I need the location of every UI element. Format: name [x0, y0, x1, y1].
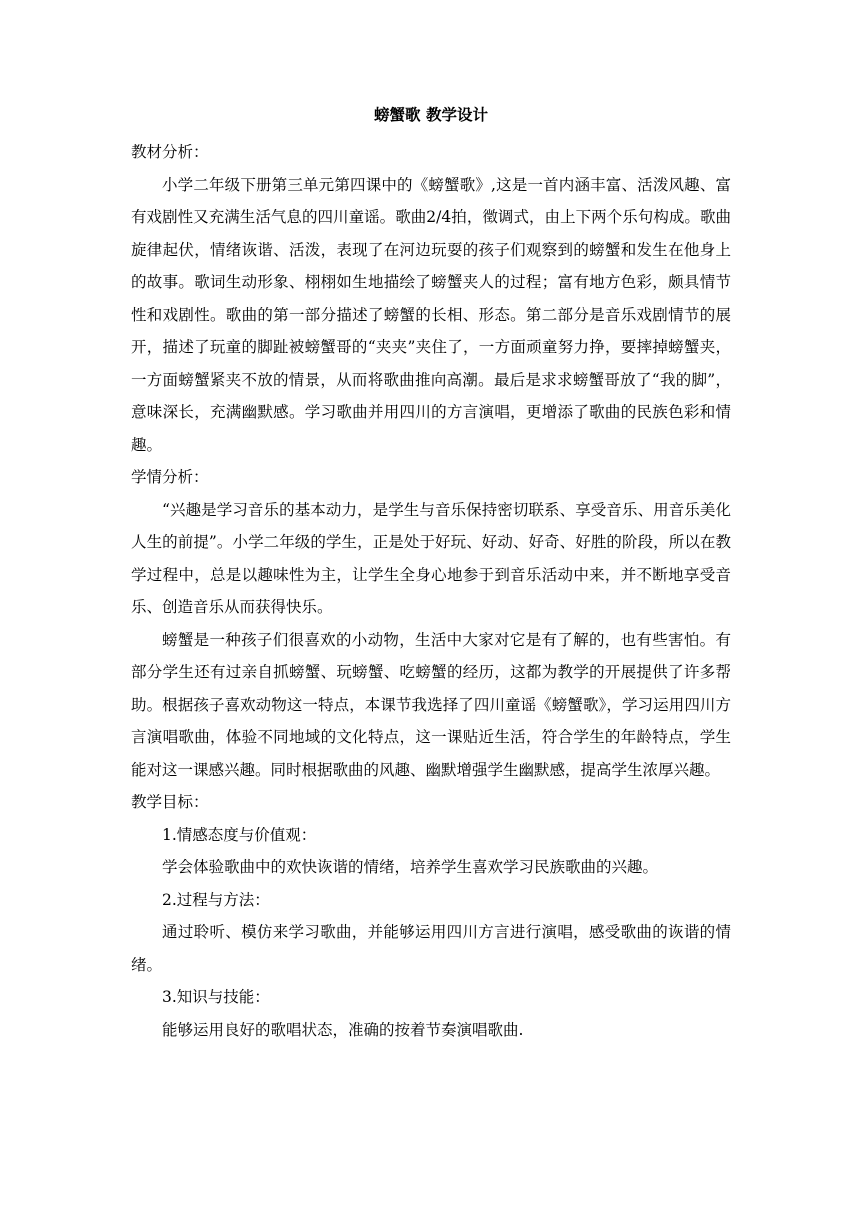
- goal-3-label: 3.知识与技能：: [162, 988, 270, 1006]
- goal-3-text: 能够运用良好的歌唱状态，准确的按着节奏演唱歌曲.: [162, 1020, 524, 1039]
- section-heading-goals: 教学目标：: [131, 793, 209, 811]
- paragraph-material: 小学二年级下册第三单元第四课中的《螃蟹歌》,这是一首内涵丰富、活泼风趣、富有戏剧性又充满生活气息的四川童谣。歌曲2/4拍，徵调式，由上下两个乐句构成。歌曲旋律起伏，情绪诙谐、活泼，表现了在河边玩耍的孩子们观察到的螃蟹和发生在他身上的故事。歌词生动形象、栩栩如生地描绘了螃蟹夹人的过程；富有地方色彩，颇具情节性和戏剧性。歌曲的第一部分描述了螃蟹的长相、形态。第二部分是音乐戏剧情节的展开，描述了玩童的脚趾被螃蟹哥的“夹夹”夹住了，一方面顽童努力挣，要摔掉螃蟹夹，一方面螃蟹紧夹不放的情景，从而将歌曲推向高潮。最后是求求螃蟹哥放了“我的脚”，意味深长，充满幽默感。学习歌曲并用四川的方言演唱，更增添了歌曲的民族色彩和情趣。: [131, 175, 731, 454]
- document-title: 螃蟹歌 教学设计: [374, 106, 488, 124]
- goal-2-text: 通过聆听、模仿来学习歌曲，并能够运用四川方言进行演唱，感受歌曲的诙谐的情绪。: [131, 923, 731, 974]
- document-body: [131, 104, 731, 1046]
- section-heading-learners: 学情分析：: [131, 468, 209, 486]
- section-heading-material: 教材分析：: [131, 143, 209, 161]
- goal-1-text: 学会体验歌曲中的欢快诙谐的情绪，培养学生喜欢学习民族歌曲的兴趣。: [162, 858, 659, 876]
- paragraph-learners-1: “兴趣是学习音乐的基本动力，是学生与音乐保持密切联系、享受音乐、用音乐美化人生的前提”。小学二年级的学生，正是处于好玩、好动、好奇、好胜的阶段，所以在教学过程中，总是以趣味性为主，让学生全身心地参于到音乐活动中来，并不断地享受音乐、创造音乐从而获得快乐。: [131, 500, 731, 616]
- goal-2-label: 2.过程与方法：: [162, 890, 270, 909]
- paragraph-learners-2: 螃蟹是一种孩子们很喜欢的小动物，生活中大家对它是有了解的，也有些害怕。有部分学生还有过亲自抓螃蟹、玩螃蟹、吃螃蟹的经历，这都为教学的开展提供了许多帮助。根据孩子喜欢动物这一特点，本课节我选择了四川童谣《螃蟹歌》，学习运用四川方言演唱歌曲，体验不同地域的文化特点，这一课贴近生活，符合学生的年龄特点，学生能对这一课感兴趣。同时根据歌曲的风趣、幽默增强学生幽默感，提高学生浓厚兴趣。: [131, 630, 731, 779]
- goal-1-label: 1.情感态度与价值观：: [162, 825, 317, 844]
